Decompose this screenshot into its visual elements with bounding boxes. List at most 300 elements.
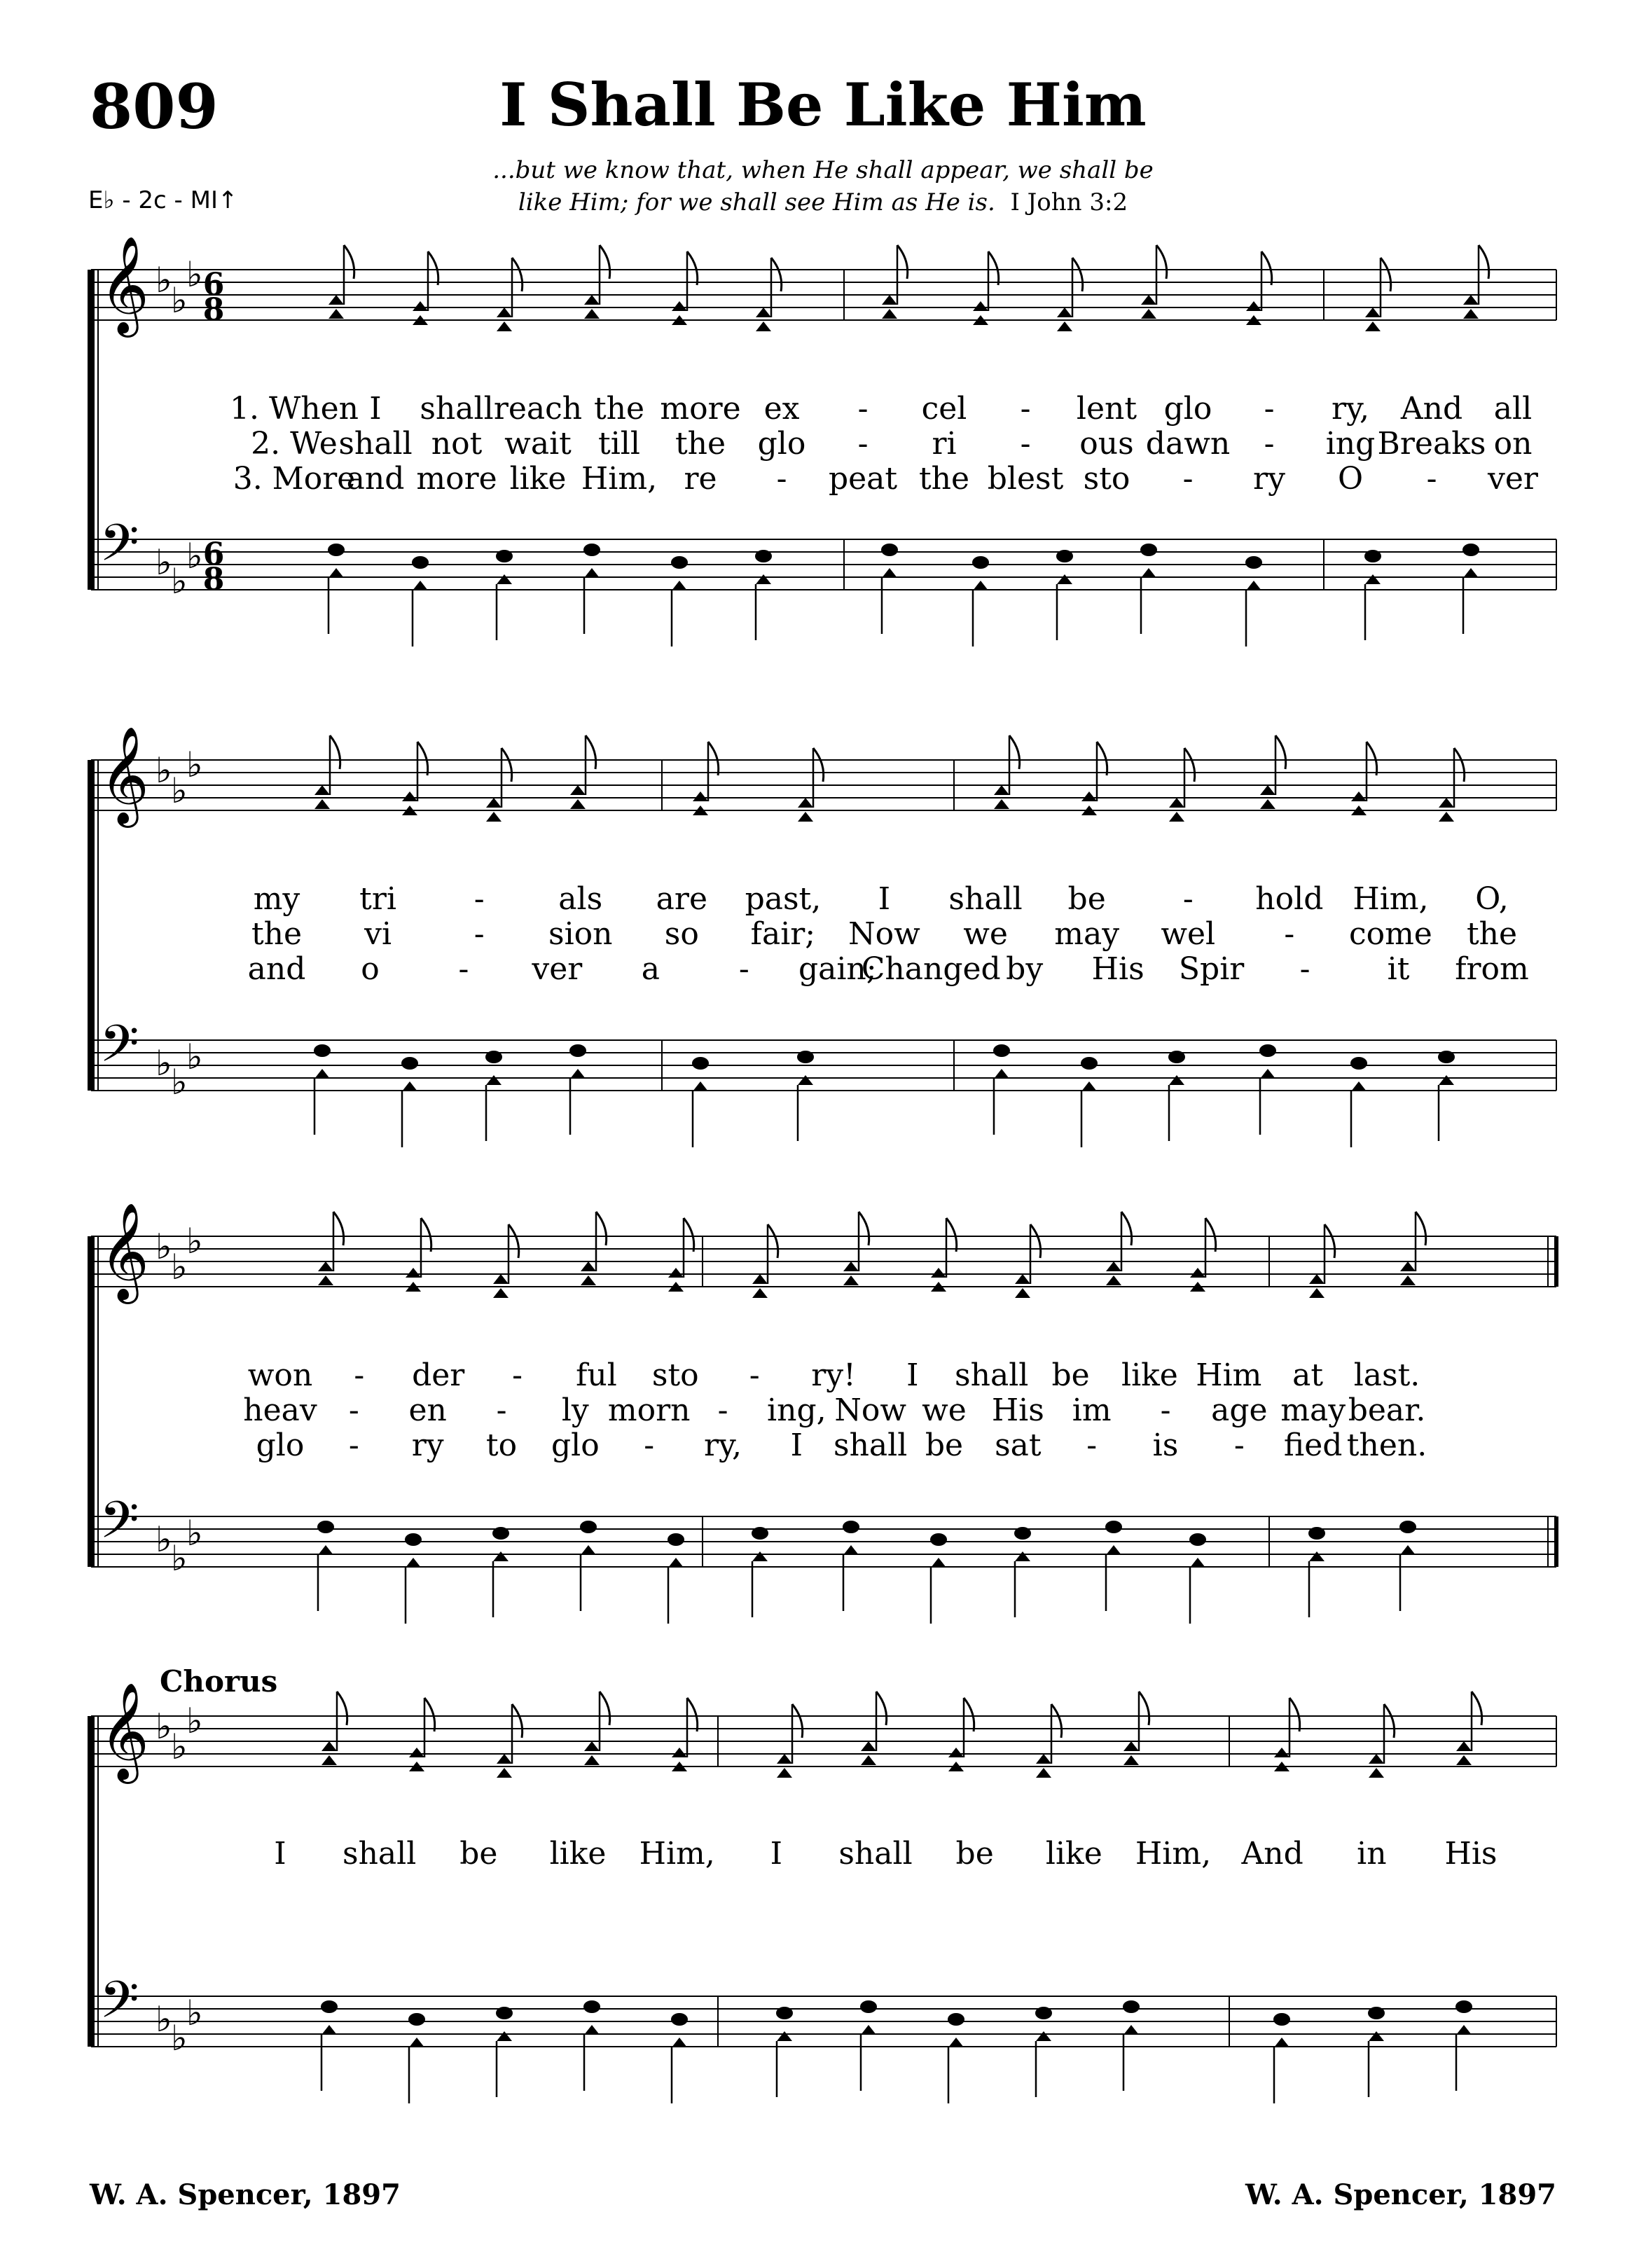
lyric-verse-3: - bbox=[348, 1427, 359, 1463]
note-flag bbox=[600, 1692, 610, 1725]
lyric-verse-2: ing, bbox=[767, 1392, 827, 1428]
lyric-verse-3: glo bbox=[256, 1427, 305, 1463]
note-head bbox=[861, 2025, 876, 2035]
note-flag bbox=[708, 742, 719, 775]
lyric-verse-1: the bbox=[593, 391, 645, 427]
treble-clef: 𝄞 bbox=[99, 236, 149, 333]
note-flag bbox=[512, 258, 523, 291]
note-head bbox=[1081, 1057, 1098, 1070]
note-head bbox=[1369, 2031, 1384, 2041]
lyric-verse-3: is bbox=[1152, 1427, 1179, 1463]
note-head bbox=[1106, 1545, 1121, 1555]
lyric-verse-3: the bbox=[918, 461, 970, 497]
note-head bbox=[882, 568, 897, 578]
note-head bbox=[1274, 2038, 1289, 2047]
lyric-verse-3: Spir bbox=[1178, 951, 1245, 987]
lyric-verse-2: ing bbox=[1325, 426, 1376, 462]
lyric-verse-2: - bbox=[473, 916, 485, 952]
note-head bbox=[1365, 574, 1381, 584]
lyric-chorus: be bbox=[459, 1836, 498, 1872]
note-flag bbox=[596, 1212, 607, 1245]
note-flag bbox=[988, 251, 999, 285]
note-head bbox=[671, 2013, 688, 2026]
note-head bbox=[409, 1748, 424, 1757]
key-signature-flat: ♭ bbox=[186, 1993, 203, 2033]
lyric-verse-2: - bbox=[348, 1392, 359, 1428]
note-head bbox=[584, 309, 600, 319]
lyric-verse-1: hold bbox=[1255, 881, 1324, 917]
note-head bbox=[776, 2007, 793, 2019]
lyric-chorus: shall bbox=[838, 1836, 913, 1872]
lyric-verse-2: Now bbox=[834, 1392, 906, 1428]
note-head bbox=[1057, 574, 1072, 584]
note-head bbox=[1462, 544, 1479, 556]
note-head bbox=[413, 301, 428, 311]
note-head bbox=[861, 1755, 876, 1765]
lyric-verse-2: may bbox=[1054, 916, 1120, 952]
note-head bbox=[1036, 2031, 1051, 2041]
note-head bbox=[1309, 1288, 1325, 1298]
lyric-verse-1: ry! bbox=[811, 1357, 856, 1393]
lyric-verse-1: - bbox=[1182, 881, 1194, 917]
note-head bbox=[843, 1261, 859, 1271]
lyric-verse-1: - bbox=[1264, 391, 1275, 427]
lyric-verse-1: I bbox=[369, 391, 382, 427]
note-head bbox=[1141, 568, 1156, 578]
key-signature-flat: ♭ bbox=[186, 745, 203, 785]
lyric-chorus: Him, bbox=[1135, 1836, 1212, 1872]
lyric-verse-2: fair; bbox=[750, 916, 816, 952]
note-flag bbox=[1275, 735, 1286, 769]
note-head bbox=[755, 550, 772, 562]
lyric-verse-1: like bbox=[1121, 1357, 1178, 1393]
note-flag bbox=[1072, 258, 1083, 291]
note-flag bbox=[687, 251, 698, 285]
note-head bbox=[497, 574, 512, 584]
lyric-verse-1: lent bbox=[1076, 391, 1137, 427]
note-head bbox=[493, 1274, 509, 1284]
note-head bbox=[1455, 2000, 1472, 2013]
note-head bbox=[1123, 2025, 1139, 2035]
lyric-verse-3: and bbox=[346, 461, 405, 497]
lyric-verse-1: ry, bbox=[1331, 391, 1370, 427]
lyric-verse-3: - bbox=[1426, 461, 1437, 497]
note-flag bbox=[813, 748, 824, 782]
key-signature-flat: ♭ bbox=[171, 1247, 188, 1287]
note-flag bbox=[337, 1692, 347, 1725]
note-head bbox=[497, 321, 512, 331]
note-head bbox=[569, 1044, 586, 1057]
note-head bbox=[1036, 1768, 1051, 1778]
note-head bbox=[1190, 1558, 1205, 1568]
note-head bbox=[1015, 1551, 1030, 1561]
note-head bbox=[328, 544, 345, 556]
lyric-verse-3: re bbox=[684, 461, 717, 497]
lyric-verse-3: a bbox=[641, 951, 660, 987]
note-head bbox=[1260, 1069, 1275, 1079]
lyric-verse-3: Him, bbox=[581, 461, 658, 497]
hymn-number: 809 bbox=[90, 70, 219, 143]
note-head bbox=[406, 1268, 421, 1278]
note-head bbox=[1169, 1075, 1184, 1085]
note-head bbox=[317, 1521, 334, 1533]
note-head bbox=[861, 1741, 876, 1751]
note-head bbox=[668, 1268, 684, 1278]
lyric-verse-3: His bbox=[1091, 951, 1144, 987]
note-head bbox=[1123, 1741, 1139, 1751]
lyric-verse-1: past, bbox=[745, 881, 822, 917]
note-head bbox=[314, 1069, 330, 1079]
lyric-verse-3: - bbox=[1086, 1427, 1098, 1463]
note-head bbox=[756, 307, 771, 317]
note-head bbox=[1439, 1075, 1454, 1085]
note-head bbox=[672, 581, 687, 590]
note-head bbox=[972, 556, 989, 569]
note-head bbox=[994, 1069, 1009, 1079]
note-flag bbox=[1381, 258, 1391, 291]
note-head bbox=[1456, 2025, 1472, 2035]
lyric-verse-1: glo bbox=[1163, 391, 1212, 427]
note-head bbox=[668, 1558, 684, 1568]
note-head bbox=[1057, 307, 1072, 317]
note-head bbox=[496, 2007, 513, 2019]
lyric-verse-3: blest bbox=[987, 461, 1064, 497]
lyric-verse-1: are bbox=[656, 881, 707, 917]
note-head bbox=[486, 812, 502, 822]
note-flag bbox=[876, 1692, 887, 1725]
note-flag bbox=[428, 251, 438, 285]
key-signature-flat: ♭ bbox=[155, 1519, 172, 1560]
note-head bbox=[881, 544, 898, 556]
lyric-verse-2: heav bbox=[243, 1392, 317, 1428]
note-head bbox=[797, 1051, 814, 1063]
note-head bbox=[1140, 544, 1157, 556]
note-head bbox=[1189, 1533, 1206, 1546]
note-flag bbox=[1384, 1704, 1395, 1738]
note-head bbox=[1105, 1521, 1122, 1533]
note-head bbox=[401, 1057, 418, 1070]
lyric-verse-3: gain; bbox=[798, 951, 877, 987]
note-flag bbox=[771, 258, 782, 291]
note-flag bbox=[964, 1698, 974, 1731]
lyric-verse-2: Breaks bbox=[1377, 426, 1486, 462]
note-head bbox=[402, 791, 417, 801]
lyric-chorus: I bbox=[274, 1836, 286, 1872]
note-head bbox=[321, 1755, 337, 1765]
note-head bbox=[1456, 1741, 1472, 1751]
note-head bbox=[1400, 1261, 1416, 1271]
lyric-chorus: I bbox=[770, 1836, 783, 1872]
note-head bbox=[1308, 1527, 1325, 1540]
note-head bbox=[1168, 1051, 1185, 1063]
note-head bbox=[1056, 550, 1073, 562]
key-signature-flat: ♭ bbox=[186, 1701, 203, 1741]
note-head bbox=[693, 1081, 708, 1091]
note-head bbox=[314, 1044, 331, 1057]
epigraph-line-1: ...but we know that, when He shall appear, we shall be bbox=[492, 156, 1154, 184]
treble-clef: 𝄞 bbox=[99, 1682, 149, 1780]
note-flag bbox=[333, 1212, 344, 1245]
note-head bbox=[492, 1527, 509, 1540]
note-head bbox=[752, 1288, 768, 1298]
lyric-chorus: in bbox=[1357, 1836, 1387, 1872]
note-head bbox=[1351, 791, 1367, 801]
lyric-verse-2: vi bbox=[364, 916, 392, 952]
note-head bbox=[931, 1268, 946, 1278]
lyric-verse-1: shall bbox=[955, 1357, 1029, 1393]
key-signature-flat: ♭ bbox=[186, 1221, 203, 1261]
note-head bbox=[672, 1748, 687, 1757]
lyric-verse-2: shall bbox=[338, 426, 413, 462]
treble-clef: 𝄞 bbox=[99, 726, 149, 824]
note-head bbox=[314, 799, 330, 809]
note-flag bbox=[1205, 1218, 1216, 1252]
note-head bbox=[584, 295, 600, 305]
note-flag bbox=[1416, 1212, 1426, 1245]
note-flag bbox=[1472, 1692, 1482, 1725]
note-flag bbox=[1289, 1698, 1300, 1731]
footer-composer-left: W. A. Spencer, 1897 bbox=[90, 2178, 401, 2211]
note-head bbox=[777, 1754, 792, 1764]
note-head bbox=[798, 812, 813, 822]
note-head bbox=[1259, 1044, 1276, 1057]
lyric-chorus: His bbox=[1444, 1836, 1498, 1872]
note-head bbox=[1309, 1274, 1325, 1284]
hymn-title: I Shall Be Like Him bbox=[499, 70, 1147, 139]
lyric-verse-3: ry bbox=[411, 1427, 444, 1463]
note-flag bbox=[330, 735, 340, 769]
note-head bbox=[1081, 791, 1097, 801]
note-head bbox=[1400, 1545, 1416, 1555]
note-head bbox=[948, 2038, 964, 2047]
note-head bbox=[1036, 1754, 1051, 1764]
note-flag bbox=[509, 1224, 519, 1258]
lyric-verse-2: ous bbox=[1079, 426, 1134, 462]
lyric-verse-1: - bbox=[857, 391, 869, 427]
note-head bbox=[497, 1768, 512, 1778]
note-head bbox=[1274, 1748, 1289, 1757]
note-head bbox=[1365, 321, 1381, 331]
key-signature-flat: ♭ bbox=[155, 1706, 172, 1747]
lyric-verse-1: Him, bbox=[1353, 881, 1429, 917]
lyric-verse-1: - bbox=[1020, 391, 1031, 427]
lyric-verse-3: fied bbox=[1283, 1427, 1343, 1463]
note-head bbox=[580, 1521, 597, 1533]
note-head bbox=[1439, 798, 1454, 808]
note-head bbox=[1463, 568, 1479, 578]
note-head bbox=[692, 1057, 709, 1070]
note-head bbox=[973, 581, 988, 590]
note-head bbox=[318, 1275, 333, 1285]
lyric-verse-3: and bbox=[247, 951, 306, 987]
note-head bbox=[882, 295, 897, 305]
note-head bbox=[752, 1274, 768, 1284]
lyric-verse-1: als bbox=[558, 881, 603, 917]
lyric-verse-2: ly bbox=[561, 1392, 589, 1428]
lyric-verse-1: - bbox=[512, 1357, 523, 1393]
lyric-verse-3: peat bbox=[828, 461, 898, 497]
lyric-verse-3: - bbox=[1233, 1427, 1245, 1463]
note-head bbox=[497, 1754, 512, 1764]
lyric-verse-1: my bbox=[253, 881, 300, 917]
epigraph-line-2: like Him; for we shall see Him as He is. I John 3:2 bbox=[518, 188, 1128, 216]
lyric-verse-2: - bbox=[1160, 1392, 1171, 1428]
note-head bbox=[994, 799, 1009, 809]
scripture-reference: I John 3:2 bbox=[1010, 188, 1128, 216]
key-signature-flat: ♭ bbox=[171, 280, 188, 321]
lyric-verse-3: - bbox=[644, 1427, 655, 1463]
lyric-verse-3: by bbox=[1006, 951, 1044, 987]
lyric-verse-1: - bbox=[354, 1357, 365, 1393]
note-head bbox=[798, 1075, 813, 1085]
lyric-chorus: Him, bbox=[639, 1836, 715, 1872]
lyric-verse-1: ex bbox=[763, 391, 800, 427]
note-head bbox=[1463, 309, 1479, 319]
lyric-verse-2: im bbox=[1072, 1392, 1112, 1428]
note-head bbox=[583, 544, 600, 556]
lyric-verse-3: sat bbox=[995, 1427, 1042, 1463]
lyric-verse-3: - bbox=[776, 461, 787, 497]
note-flag bbox=[792, 1704, 803, 1738]
note-head bbox=[1123, 1755, 1139, 1765]
lyric-verse-3: then. bbox=[1346, 1427, 1427, 1463]
lyric-verse-2: - bbox=[717, 1392, 728, 1428]
note-head bbox=[1035, 2007, 1052, 2019]
note-head bbox=[406, 1558, 421, 1568]
time-signature-numerator: 6 bbox=[202, 267, 225, 303]
lyric-verse-2: glo bbox=[757, 426, 806, 462]
key-signature-flat: ♭ bbox=[171, 770, 188, 811]
note-head bbox=[1190, 1268, 1205, 1278]
note-flag bbox=[1156, 245, 1167, 279]
note-head bbox=[1014, 1527, 1031, 1540]
lyric-verse-2: morn bbox=[607, 1392, 691, 1428]
note-head bbox=[584, 2025, 600, 2035]
time-signature-denominator: 8 bbox=[202, 292, 225, 328]
note-head bbox=[486, 1075, 502, 1085]
lyric-verse-3: ry bbox=[1253, 461, 1285, 497]
note-head bbox=[485, 1051, 502, 1063]
note-flag bbox=[897, 245, 908, 279]
lyric-verse-2: may bbox=[1280, 1392, 1346, 1428]
lyric-verse-2: - bbox=[857, 426, 869, 462]
note-head bbox=[1141, 295, 1156, 305]
lyric-verse-2: on bbox=[1493, 426, 1533, 462]
lyric-verse-1: last. bbox=[1353, 1357, 1420, 1393]
note-head bbox=[1399, 1521, 1416, 1533]
note-head bbox=[409, 2038, 424, 2047]
lyric-verse-1: O, bbox=[1475, 881, 1509, 917]
lyric-verse-2: we bbox=[963, 916, 1008, 952]
lyric-verse-2: wait bbox=[504, 426, 572, 462]
lyric-verse-2: dawn bbox=[1145, 426, 1231, 462]
lyric-verse-2: wel bbox=[1161, 916, 1216, 952]
note-head bbox=[993, 1044, 1010, 1057]
note-head bbox=[1364, 550, 1381, 562]
lyric-verse-3: ver bbox=[1488, 461, 1538, 497]
note-head bbox=[843, 1521, 859, 1533]
key-signature-flat: ♭ bbox=[186, 1037, 203, 1077]
lyric-verse-2: so bbox=[664, 916, 699, 952]
note-head bbox=[321, 2000, 338, 2013]
lyric-chorus: shall bbox=[343, 1836, 417, 1872]
lyric-verse-2: the bbox=[251, 916, 303, 952]
note-flag bbox=[1009, 735, 1020, 769]
note-flag bbox=[586, 735, 596, 769]
note-head bbox=[1015, 1288, 1030, 1298]
lyric-verse-3: ry, bbox=[703, 1427, 742, 1463]
lyric-verse-1: And bbox=[1400, 391, 1463, 427]
note-head bbox=[497, 2031, 512, 2041]
lyric-verse-3: O bbox=[1337, 461, 1364, 497]
note-head bbox=[1260, 799, 1275, 809]
note-head bbox=[994, 785, 1009, 795]
note-head bbox=[1463, 295, 1479, 305]
note-head bbox=[402, 1081, 417, 1091]
lyric-verse-1: 1. When bbox=[230, 391, 359, 427]
lyric-verse-1: at bbox=[1292, 1357, 1324, 1393]
chorus-label: Chorus bbox=[160, 1664, 278, 1699]
lyric-verse-2: - bbox=[1284, 916, 1295, 952]
note-flag bbox=[1261, 251, 1272, 285]
key-signature-flat: ♭ bbox=[171, 561, 188, 602]
lyric-verse-1: - bbox=[473, 881, 485, 917]
note-head bbox=[777, 1768, 792, 1778]
note-head bbox=[693, 791, 708, 801]
note-head bbox=[777, 2031, 792, 2041]
note-head bbox=[405, 1533, 422, 1546]
bass-clef: 𝄢 bbox=[99, 513, 139, 585]
note-head bbox=[321, 2025, 337, 2035]
footer-composer-right: W. A. Spencer, 1897 bbox=[1245, 2178, 1556, 2211]
lyric-verse-3: to bbox=[485, 1427, 518, 1463]
note-head bbox=[1368, 2007, 1385, 2019]
lyric-chorus: be bbox=[955, 1836, 994, 1872]
lyric-verse-3: shall bbox=[834, 1427, 908, 1463]
treble-clef: 𝄞 bbox=[99, 1203, 149, 1300]
note-head bbox=[668, 1533, 684, 1546]
lyric-verse-3: - bbox=[1299, 951, 1310, 987]
note-head bbox=[496, 550, 513, 562]
key-signature-flat: ♭ bbox=[186, 536, 203, 576]
note-head bbox=[1439, 812, 1454, 822]
note-head bbox=[493, 1551, 509, 1561]
note-head bbox=[1246, 581, 1261, 590]
lyric-verse-2: come bbox=[1348, 916, 1432, 952]
lyric-verse-2: - bbox=[1264, 426, 1275, 462]
lyric-verse-2: - bbox=[1020, 426, 1031, 462]
note-head bbox=[882, 309, 897, 319]
note-head bbox=[1260, 785, 1275, 795]
note-head bbox=[671, 556, 688, 569]
note-head bbox=[948, 2013, 964, 2026]
lyric-verse-3: ver bbox=[532, 951, 583, 987]
note-head bbox=[570, 785, 586, 795]
lyric-verse-1: more bbox=[660, 391, 741, 427]
key-signature-flat: ♭ bbox=[155, 1999, 172, 2040]
lyric-verse-3: be bbox=[925, 1427, 964, 1463]
note-head bbox=[843, 1275, 859, 1285]
lyric-verse-1: won bbox=[247, 1357, 313, 1393]
note-head bbox=[493, 1288, 509, 1298]
note-flag bbox=[859, 1212, 869, 1245]
key-signature-flat: ♭ bbox=[155, 750, 172, 791]
lyric-verse-1: der bbox=[412, 1357, 465, 1393]
lyric-verse-1: be bbox=[1067, 881, 1106, 917]
note-head bbox=[1123, 2000, 1140, 2013]
lyric-verse-2: the bbox=[675, 426, 726, 462]
note-head bbox=[756, 321, 771, 331]
